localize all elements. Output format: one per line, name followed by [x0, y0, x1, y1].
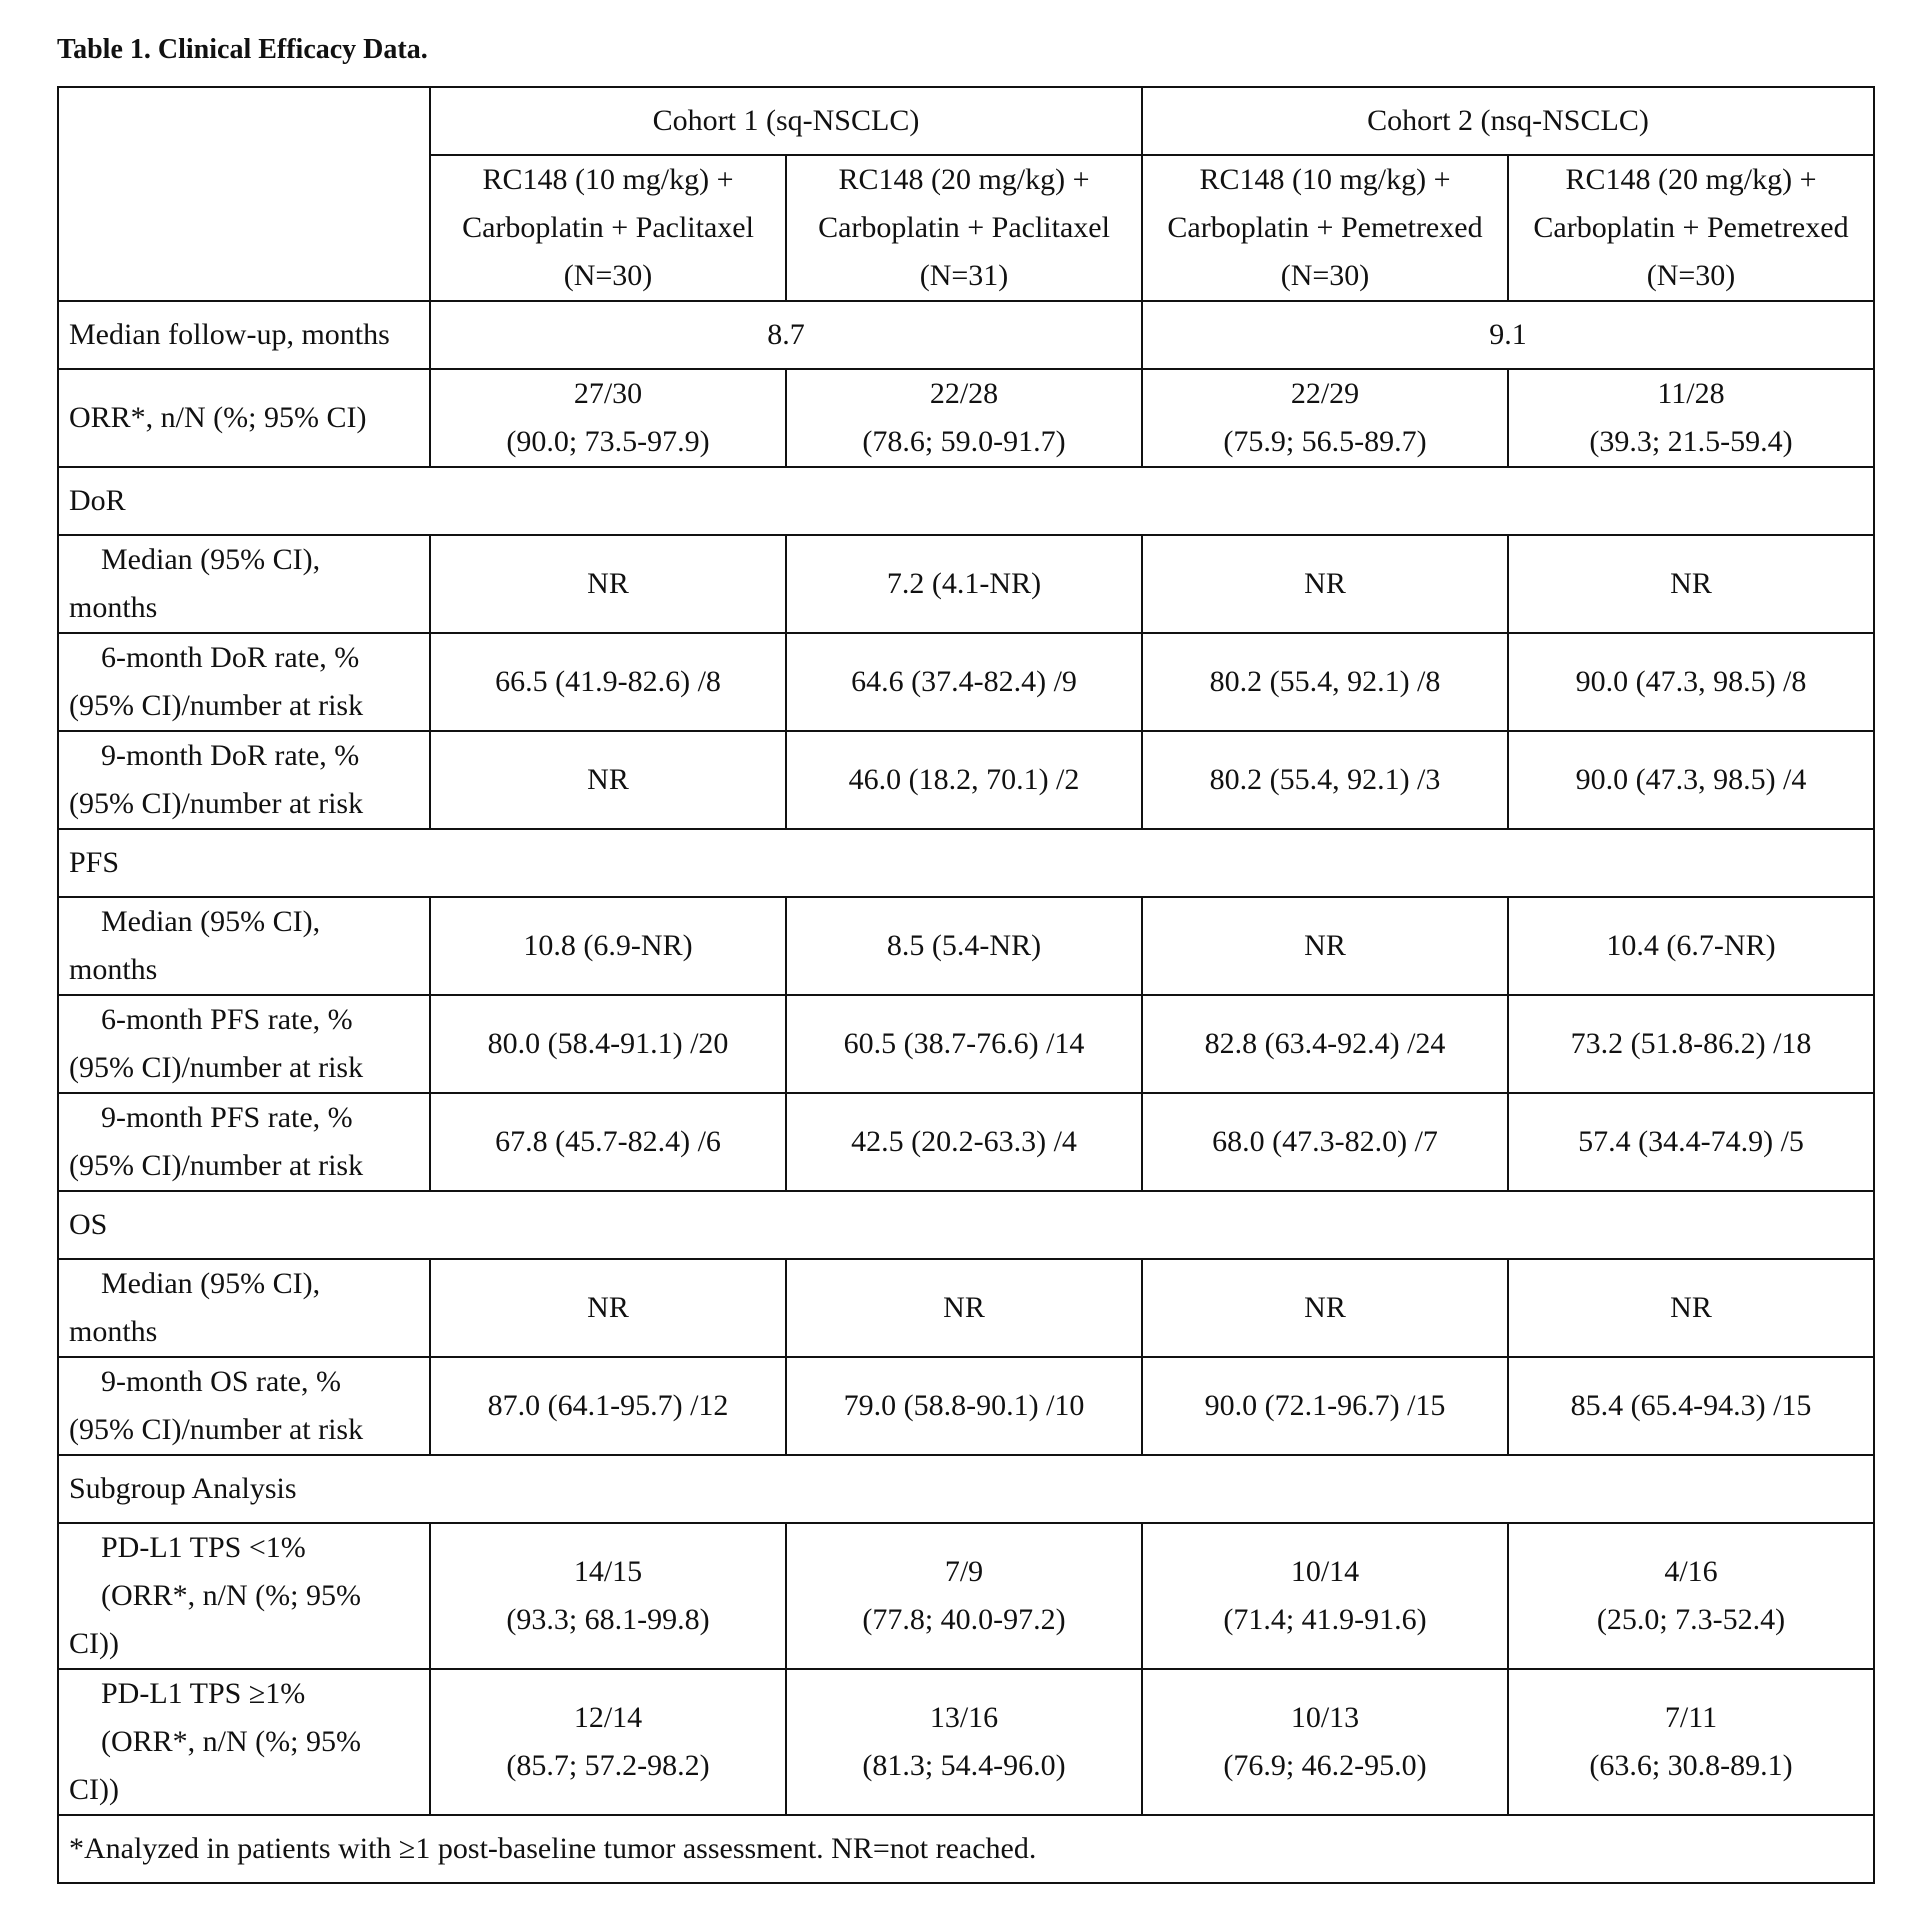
table-cell: 9.1	[1142, 301, 1874, 369]
section-label: OS	[58, 1191, 1874, 1259]
table-cell: 7/9 (77.8; 40.0-97.2)	[786, 1523, 1142, 1669]
table-cell: 57.4 (34.4-74.9) /5	[1508, 1093, 1874, 1191]
table-cell: NR	[1142, 535, 1508, 633]
dor-median-row	[58, 535, 1874, 633]
section-row-os	[58, 1191, 1874, 1259]
table-cell: 80.2 (55.4, 92.1) /8	[1142, 633, 1508, 731]
table-cell: 68.0 (47.3-82.0) /7	[1142, 1093, 1508, 1191]
subgroup-ge1-row	[58, 1669, 1874, 1815]
table-cell: 73.2 (51.8-86.2) /18	[1508, 995, 1874, 1093]
table-cell: 10/14 (71.4; 41.9-91.6)	[1142, 1523, 1508, 1669]
dor-9month-row	[58, 731, 1874, 829]
table-cell: 10.8 (6.9-NR)	[430, 897, 786, 995]
section-label: PFS	[58, 829, 1874, 897]
footnote: *Analyzed in patients with ≥1 post-baseline tumor assessment. NR=not reached.	[58, 1815, 1874, 1883]
pfs-9month-row	[58, 1093, 1874, 1191]
row-label: Median (95% CI), months	[58, 1259, 430, 1357]
table-cell: 11/28 (39.3; 21.5-59.4)	[1508, 369, 1874, 467]
arm-header: RC148 (10 mg/kg) + Carboplatin + Pemetrexed (N=30)	[1142, 155, 1508, 301]
table-cell: 12/14 (85.7; 57.2-98.2)	[430, 1669, 786, 1815]
table-cell: 27/30 (90.0; 73.5-97.9)	[430, 369, 786, 467]
table-cell: NR	[430, 731, 786, 829]
table-cell: NR	[430, 1259, 786, 1357]
table-cell: 8.7	[430, 301, 1142, 369]
footnote-row	[58, 1815, 1874, 1883]
row-label: 9-month DoR rate, % (95% CI)/number at risk	[58, 731, 430, 829]
section-row-pfs	[58, 829, 1874, 897]
section-label: DoR	[58, 467, 1874, 535]
table-cell: NR	[430, 535, 786, 633]
table-cell: 10.4 (6.7-NR)	[1508, 897, 1874, 995]
table-cell: 90.0 (72.1-96.7) /15	[1142, 1357, 1508, 1455]
table-cell: 4/16 (25.0; 7.3-52.4)	[1508, 1523, 1874, 1669]
table-cell: 14/15 (93.3; 68.1-99.8)	[430, 1523, 786, 1669]
table-cell: 22/29 (75.9; 56.5-89.7)	[1142, 369, 1508, 467]
table-cell: 22/28 (78.6; 59.0-91.7)	[786, 369, 1142, 467]
table-cell: 60.5 (38.7-76.6) /14	[786, 995, 1142, 1093]
follow-up-row	[58, 301, 1874, 369]
table-cell: 8.5 (5.4-NR)	[786, 897, 1142, 995]
table-cell: 67.8 (45.7-82.4) /6	[430, 1093, 786, 1191]
table-cell: 85.4 (65.4-94.3) /15	[1508, 1357, 1874, 1455]
table-cell: 79.0 (58.8-90.1) /10	[786, 1357, 1142, 1455]
efficacy-table	[57, 86, 1875, 1884]
row-label: 9-month PFS rate, % (95% CI)/number at risk	[58, 1093, 430, 1191]
subgroup-lt1-row	[58, 1523, 1874, 1669]
table-cell: NR	[1142, 897, 1508, 995]
table-cell: 42.5 (20.2-63.3) /4	[786, 1093, 1142, 1191]
row-label: Median (95% CI), months	[58, 535, 430, 633]
row-label: ORR*, n/N (%; 95% CI)	[58, 369, 430, 467]
table-cell: 46.0 (18.2, 70.1) /2	[786, 731, 1142, 829]
table-cell: 87.0 (64.1-95.7) /12	[430, 1357, 786, 1455]
table-cell: 80.2 (55.4, 92.1) /3	[1142, 731, 1508, 829]
table-cell: NR	[1508, 535, 1874, 633]
table-cell: 66.5 (41.9-82.6) /8	[430, 633, 786, 731]
cohort-header-row	[58, 87, 1874, 155]
arm-header: RC148 (10 mg/kg) + Carboplatin + Paclitaxel (N=30)	[430, 155, 786, 301]
table-cell: 7/11 (63.6; 30.8-89.1)	[1508, 1669, 1874, 1815]
table-cell: NR	[1508, 1259, 1874, 1357]
table-cell: 80.0 (58.4-91.1) /20	[430, 995, 786, 1093]
cohort-2-header: Cohort 2 (nsq-NSCLC)	[1142, 87, 1874, 155]
os-median-row	[58, 1259, 1874, 1357]
dor-6month-row	[58, 633, 1874, 731]
table-title: Table 1. Clinical Efficacy Data.	[57, 34, 428, 65]
pfs-6month-row	[58, 995, 1874, 1093]
table-cell: 13/16 (81.3; 54.4-96.0)	[786, 1669, 1142, 1815]
cohort-1-header: Cohort 1 (sq-NSCLC)	[430, 87, 1142, 155]
section-row-dor	[58, 467, 1874, 535]
table-cell: NR	[1142, 1259, 1508, 1357]
row-label: Median (95% CI), months	[58, 897, 430, 995]
table-cell: 82.8 (63.4-92.4) /24	[1142, 995, 1508, 1093]
table-cell: 7.2 (4.1-NR)	[786, 535, 1142, 633]
row-label: Median follow-up, months	[58, 301, 430, 369]
arm-header: RC148 (20 mg/kg) + Carboplatin + Pemetrexed (N=30)	[1508, 155, 1874, 301]
table-cell: 10/13 (76.9; 46.2-95.0)	[1142, 1669, 1508, 1815]
orr-row	[58, 369, 1874, 467]
table-cell: 90.0 (47.3, 98.5) /8	[1508, 633, 1874, 731]
section-label: Subgroup Analysis	[58, 1455, 1874, 1523]
row-label: PD-L1 TPS ≥1% (ORR*, n/N (%; 95% CI))	[58, 1669, 430, 1815]
table-cell: NR	[786, 1259, 1142, 1357]
row-label: 9-month OS rate, % (95% CI)/number at risk	[58, 1357, 430, 1455]
row-label: 6-month PFS rate, % (95% CI)/number at risk	[58, 995, 430, 1093]
row-label: 6-month DoR rate, % (95% CI)/number at risk	[58, 633, 430, 731]
corner-cell	[58, 87, 430, 301]
section-row-subgroup	[58, 1455, 1874, 1523]
row-label: PD-L1 TPS <1% (ORR*, n/N (%; 95% CI))	[58, 1523, 430, 1669]
os-9month-row	[58, 1357, 1874, 1455]
table-cell: 90.0 (47.3, 98.5) /4	[1508, 731, 1874, 829]
arm-header: RC148 (20 mg/kg) + Carboplatin + Paclitaxel (N=31)	[786, 155, 1142, 301]
table-cell: 64.6 (37.4-82.4) /9	[786, 633, 1142, 731]
pfs-median-row	[58, 897, 1874, 995]
